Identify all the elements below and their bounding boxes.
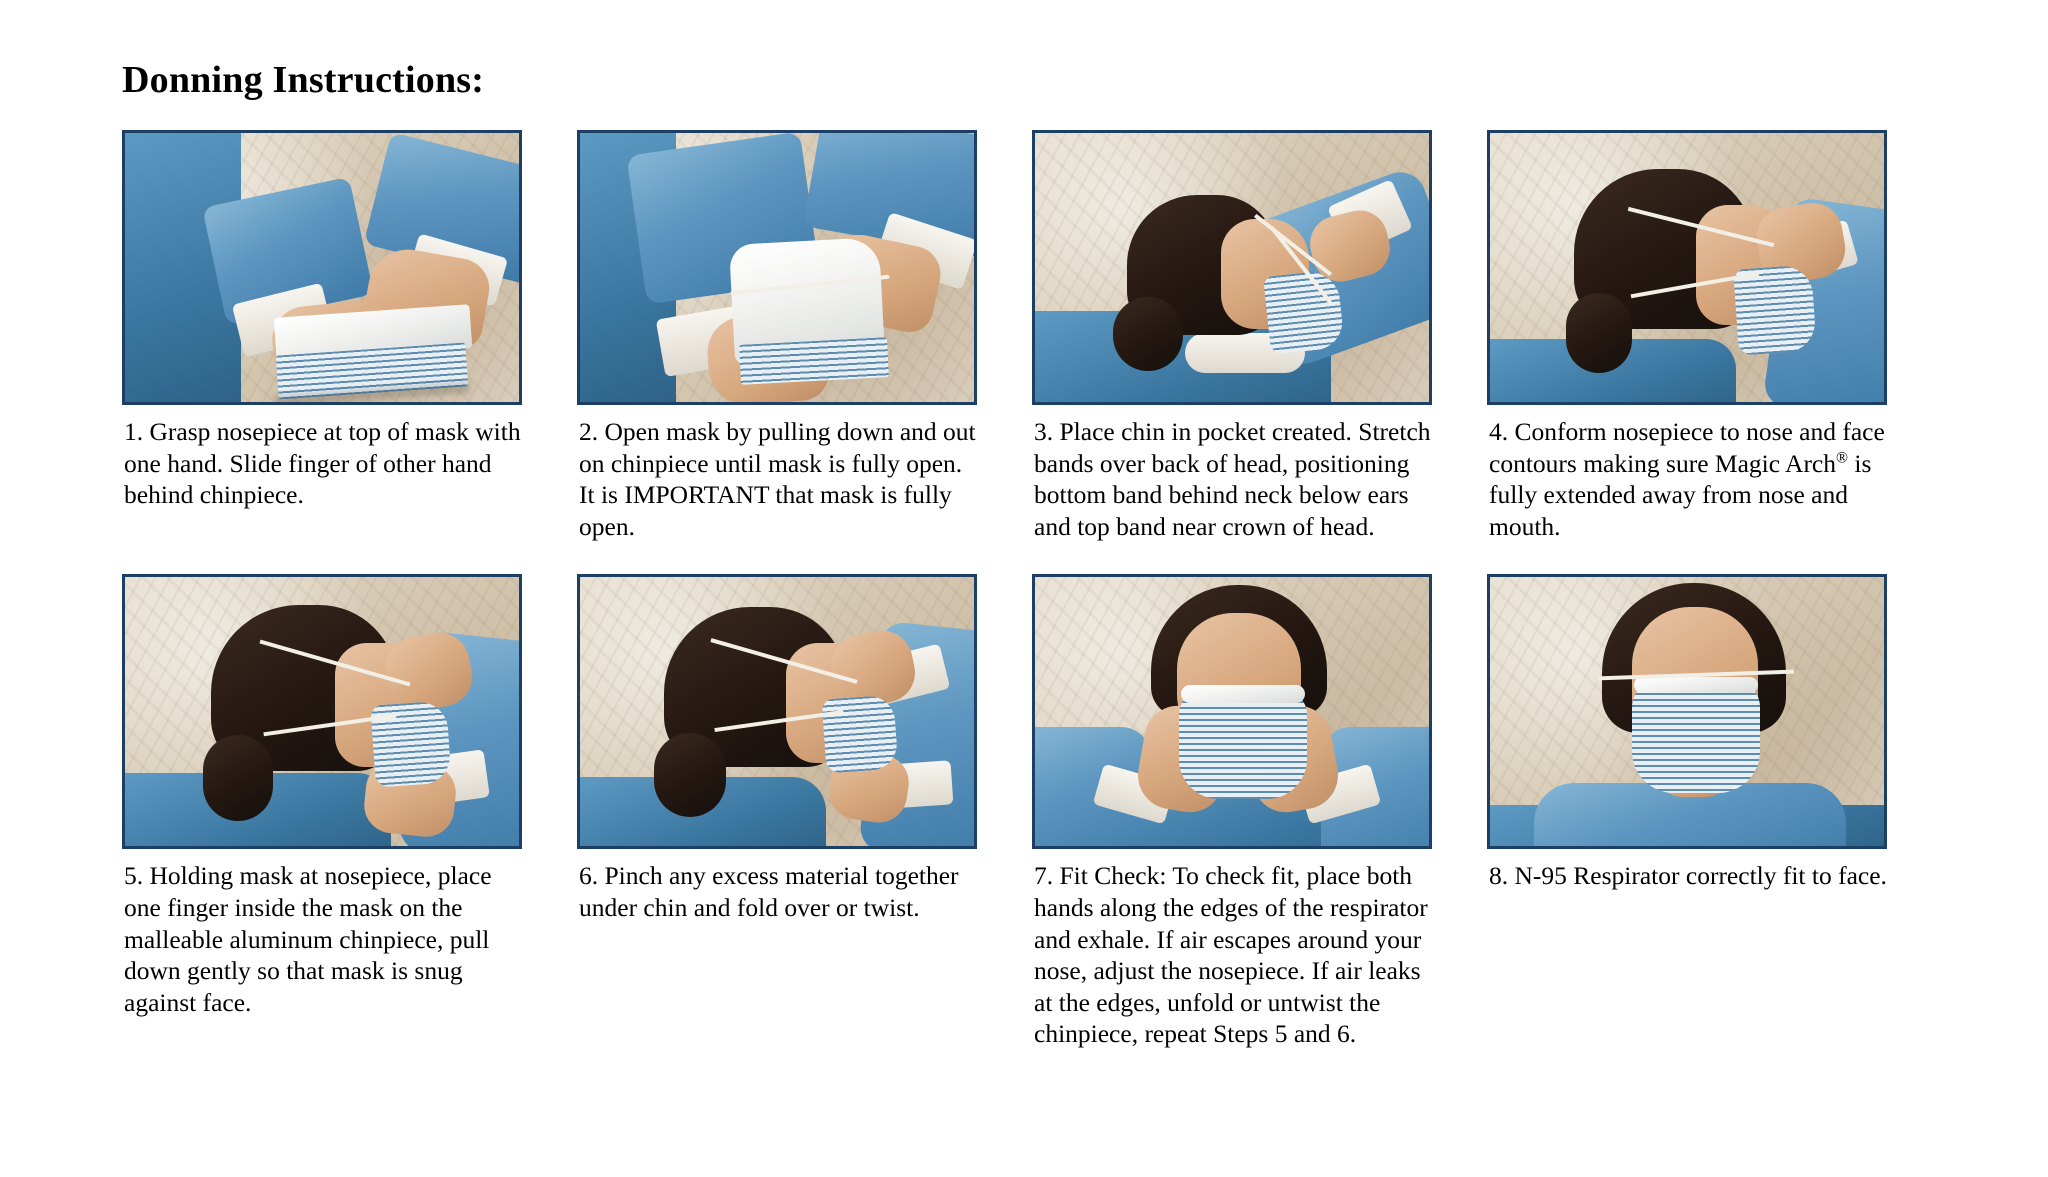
step-8-image: [1487, 574, 1887, 849]
step-4-caption: [1487, 416, 1887, 542]
respirator: [1179, 689, 1307, 799]
steps-row-1: [122, 130, 1942, 542]
step-4-image: [1487, 130, 1887, 405]
step-card-8: [1487, 542, 1942, 1050]
ponytail: [203, 735, 273, 821]
respirator-blue-pleats: [739, 337, 889, 385]
registered-mark: ®: [1836, 449, 1849, 467]
respirator: [370, 701, 452, 788]
step-7-image: [1032, 574, 1432, 849]
respirator: [822, 695, 899, 774]
step-card-7: [1032, 542, 1487, 1050]
step-card-5: [122, 542, 577, 1050]
step-card-2: [577, 130, 1032, 542]
step-4-caption-text-b: is fully extended away from nose and mouth.: [1489, 448, 1872, 541]
step-2-caption: 2. Open mask by pulling down and out on chinpiece until mask is fully open. It is IMPORTANT that mask is fully open.: [579, 417, 976, 541]
step-5-caption: 5. Holding mask at nosepiece, place one finger inside the mask on the malleable aluminum chinpiece, pull down gently so that mask is snug against face.: [124, 861, 492, 1017]
step-6-image: [577, 574, 977, 849]
step-7-caption: 7. Fit Check: To check fit, place both hands along the edges of the respirator and exhale. If air escapes around your nose, adjust the nosepiece. If air leaks at the edges, unfold or untwist the chinpiece, repeat Steps 5 and 6.: [1034, 861, 1428, 1049]
page-title: Donning Instructions:: [122, 59, 485, 101]
step-3-image: [1032, 130, 1432, 405]
step-6-caption: 6. Pinch any excess material together under chin and fold over or twist.: [579, 861, 959, 923]
step-card-6: [577, 542, 1032, 1050]
step-3-caption: 3. Place chin in pocket created. Stretch bands over back of head, positioning bottom band behind neck below ears and top band near crown of head.: [1034, 417, 1431, 541]
step-1-caption: 1. Grasp nosepiece at top of mask with one hand. Slide finger of other hand behind chinpiece.: [124, 417, 521, 510]
step-2-image: [577, 130, 977, 405]
ponytail: [654, 733, 726, 817]
ponytail: [1113, 297, 1183, 371]
step-card-4: [1487, 130, 1942, 542]
step-card-1: [122, 130, 577, 542]
ponytail: [1566, 293, 1632, 373]
step-card-3: [1032, 130, 1487, 542]
steps-row-2: [122, 542, 1942, 1050]
respirator: [1632, 681, 1760, 793]
step-4-caption-text-a: 4. Conform nosepiece to nose and face contours making sure Magic Arch: [1489, 417, 1885, 478]
step-8-caption: 8. N-95 Respirator correctly fit to face.: [1489, 861, 1887, 891]
nosepiece: [1634, 677, 1758, 693]
step-5-image: [122, 574, 522, 849]
nosepiece: [1181, 685, 1305, 703]
respirator: [1263, 269, 1345, 354]
step-1-image: [122, 130, 522, 405]
